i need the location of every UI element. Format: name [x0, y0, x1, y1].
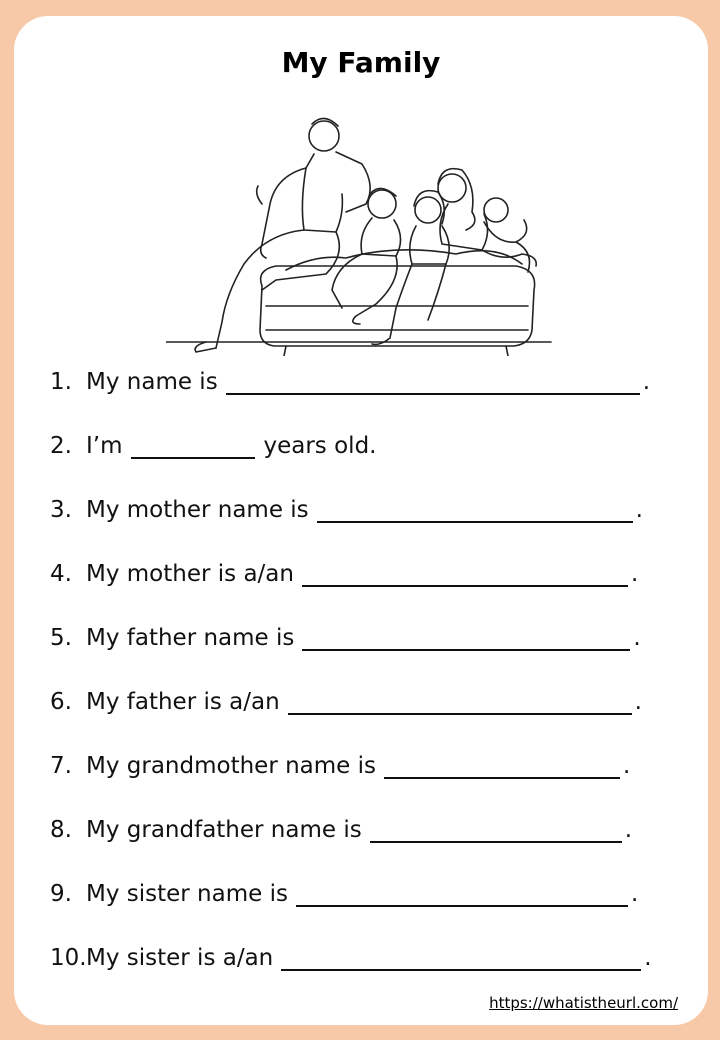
question-text: I’m [86, 433, 123, 459]
question-number: 9. [50, 881, 72, 907]
question-number: 7. [50, 753, 72, 779]
question-6 [50, 681, 642, 715]
answer-blank[interactable] [296, 881, 628, 907]
question-3 [50, 489, 643, 523]
question-text: My sister is a/an [86, 945, 274, 971]
question-8 [50, 809, 632, 843]
question-number: 4. [50, 561, 72, 587]
question-text: My mother is a/an [86, 561, 294, 587]
page-title: My Family [281, 46, 441, 79]
question-text: My grandfather name is [86, 817, 362, 843]
question-4 [50, 553, 638, 587]
answer-blank[interactable] [384, 753, 620, 779]
answer-blank[interactable] [226, 369, 640, 395]
answer-blank[interactable] [370, 817, 622, 843]
question-text: My father name is [86, 625, 295, 651]
worksheet-sheet [14, 16, 708, 1025]
question-text: My name is [86, 369, 218, 395]
question-9 [50, 873, 638, 907]
question-5 [50, 617, 641, 651]
family-illustration-icon [166, 94, 556, 356]
question-1 [50, 361, 650, 395]
question-end: . [630, 561, 639, 587]
answer-blank[interactable] [317, 497, 633, 523]
footer-url-link[interactable]: https://whatistheurl.com/ [489, 994, 678, 1012]
answer-blank[interactable] [302, 561, 628, 587]
question-number: 5. [50, 625, 72, 651]
question-after-text: years old. [263, 433, 377, 459]
question-number: 10. [50, 945, 87, 971]
question-10 [50, 937, 652, 971]
question-text: My grandmother name is [86, 753, 376, 779]
question-text: My mother name is [86, 497, 309, 523]
question-text: My father is a/an [86, 689, 280, 715]
question-2 [50, 425, 376, 459]
question-end: . [624, 817, 633, 843]
question-text: My sister name is [86, 881, 288, 907]
answer-blank[interactable] [302, 625, 630, 651]
answer-blank[interactable] [281, 945, 641, 971]
question-end: . [634, 689, 642, 715]
question-end: . [642, 369, 650, 395]
question-end: . [633, 625, 641, 651]
question-end: . [644, 945, 652, 971]
question-number: 3. [50, 497, 72, 523]
question-number: 8. [50, 817, 72, 843]
question-end: . [623, 753, 631, 779]
answer-blank[interactable] [131, 433, 255, 459]
question-number: 2. [50, 433, 72, 459]
question-end: . [635, 497, 643, 523]
answer-blank[interactable] [288, 689, 632, 715]
question-end: . [630, 881, 639, 907]
question-number: 1. [50, 369, 72, 395]
question-7 [50, 745, 630, 779]
question-number: 6. [50, 689, 72, 715]
